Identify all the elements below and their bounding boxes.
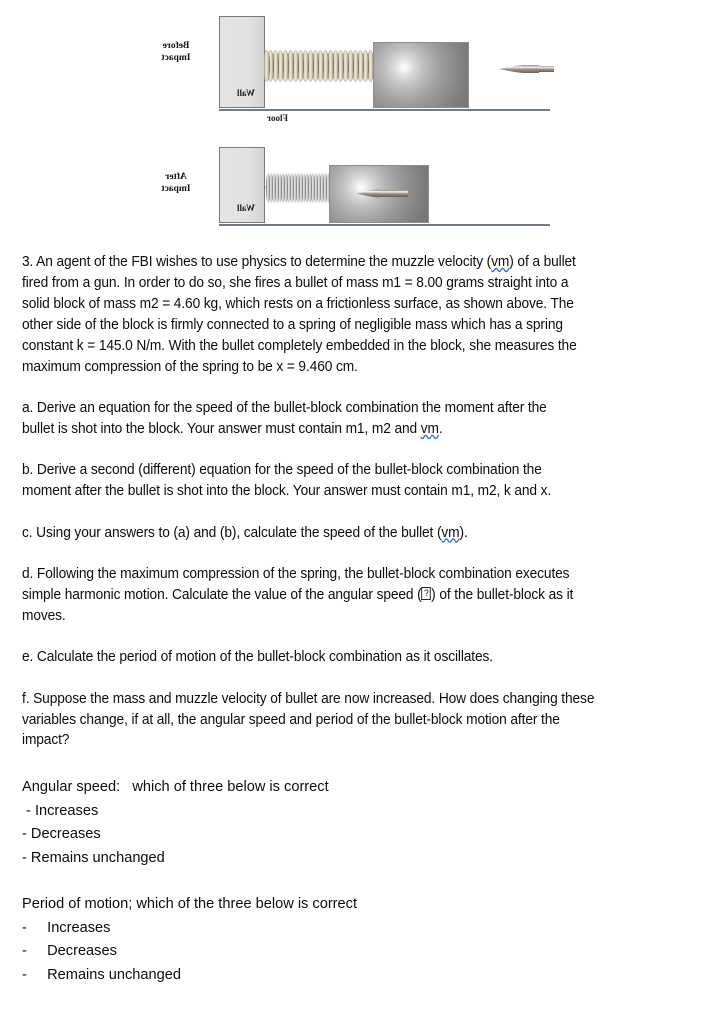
period-choice-group xyxy=(22,893,682,987)
wall-label-before: Wall xyxy=(236,88,255,98)
part-d-line-2b: ) of the bullet-block as it xyxy=(431,586,574,603)
part-e-line-1: e. Calculate the period of motion of the bullet-block combination as it oscillates. xyxy=(22,649,493,666)
floor-line-after xyxy=(219,224,550,226)
caption-line-2: Impact xyxy=(161,184,191,194)
part-c-line-1a: c. Using your answers to (a) and (b), calculate the speed of the bullet ( xyxy=(22,524,442,541)
part-d-line-3: moves. xyxy=(22,607,66,624)
problem-line-3: solid block of mass m2 = 4.60 kg, which rests on a frictionless surface, as shown above. The xyxy=(22,295,574,312)
period-option-decreases[interactable]: - Decreases xyxy=(22,943,117,959)
block-before xyxy=(373,42,469,108)
caption-line-1: Before xyxy=(162,41,190,51)
problem-line-5: constant k = 145.0 N/m. With the bullet completely embedded in the block, she measures the xyxy=(22,337,577,354)
choices-spacer xyxy=(22,870,682,893)
spring-compressed xyxy=(265,173,330,203)
part-f xyxy=(22,689,652,752)
problem-line-2: fired from a gun. In order to do so, she fires a bullet of mass m1 = 8.00 grams straight into a xyxy=(22,274,569,291)
part-a-line-2a: bullet is shot into the block. Your answer must contain m1, m2 and xyxy=(22,420,421,437)
part-f-line-1: f. Suppose the mass and muzzle velocity of bullet are now increased. How does changing these xyxy=(22,690,595,707)
problem-line-4: other side of the block is firmly connected to a spring of negligible mass which has a spring xyxy=(22,316,563,333)
angular-option-increases[interactable]: - Increases xyxy=(22,802,99,819)
diagram-after-impact xyxy=(150,143,560,238)
spring-relaxed xyxy=(264,50,374,82)
part-e xyxy=(22,647,652,668)
problem-line-1: 3. An agent of the FBI wishes to use physics to determine the muzzle velocity ( xyxy=(22,254,492,270)
vm-symbol: vm xyxy=(491,254,510,270)
paragraph-spacer xyxy=(22,668,682,689)
part-b-line-1: b. Derive a second (different) equation for the speed of the bullet-block combination the xyxy=(22,462,542,479)
problem-line-1b: ) of a bullet xyxy=(509,254,576,270)
bullet-embedded xyxy=(356,186,408,201)
bullet-icon xyxy=(498,61,554,77)
paragraph-spacer xyxy=(22,377,682,398)
floor-label-before: Floor xyxy=(267,113,288,123)
block-after xyxy=(329,165,429,223)
caption-after-impact xyxy=(152,171,200,195)
part-b xyxy=(22,460,652,502)
part-a-line-1: a. Derive an equation for the speed of the bullet-block combination the moment after the xyxy=(22,399,547,416)
part-f-line-2: variables change, if at all, the angular speed and period of the bullet-block motion after the xyxy=(22,711,560,728)
part-f-line-3: impact? xyxy=(22,732,70,749)
period-heading: Period of motion; which of the three below is correct xyxy=(22,896,358,912)
answer-choices xyxy=(22,776,682,987)
vm-symbol: vm xyxy=(420,420,439,437)
wall-label-after: Wall xyxy=(236,203,255,213)
part-a-line-2b: . xyxy=(438,420,443,437)
missing-glyph-omega-icon: ? xyxy=(422,587,432,600)
part-c xyxy=(22,523,652,544)
problem-text xyxy=(22,252,682,751)
paragraph-spacer xyxy=(22,627,682,648)
part-d xyxy=(22,564,652,627)
angular-option-remains-unchanged[interactable]: - Remains unchanged xyxy=(22,849,165,866)
problem-statement xyxy=(22,252,652,377)
part-b-line-2: moment after the bullet is shot into the block. Your answer must contain m1, m2, k and x. xyxy=(22,483,552,500)
bullet-icon xyxy=(356,186,408,201)
vm-symbol: vm xyxy=(441,524,460,541)
period-option-remains-unchanged[interactable]: - Remains unchanged xyxy=(22,966,181,983)
figure-area xyxy=(0,0,702,245)
floor-line-before xyxy=(219,109,550,111)
angular-option-decreases[interactable]: - Decreases xyxy=(22,826,101,842)
paragraph-spacer xyxy=(22,543,682,564)
angular-speed-heading: Angular speed: which of three below is correct xyxy=(22,779,329,795)
part-d-line-2a: simple harmonic motion. Calculate the value of the angular speed ( xyxy=(22,586,422,603)
period-option-increases[interactable]: - Increases xyxy=(22,919,111,936)
caption-before-impact xyxy=(152,40,200,64)
part-c-line-1b: ). xyxy=(459,524,468,541)
angular-speed-choice-group xyxy=(22,776,682,870)
caption-line-2: Impact xyxy=(161,53,191,63)
caption-line-1: After xyxy=(165,172,187,182)
paragraph-spacer xyxy=(22,440,682,461)
problem-line-6: maximum compression of the spring to be x = 9.460 cm. xyxy=(22,358,358,375)
diagram-before-impact xyxy=(150,8,560,128)
part-a xyxy=(22,398,652,440)
paragraph-spacer xyxy=(22,502,682,523)
part-d-line-1: d. Following the maximum compression of the spring, the bullet-block combination executes xyxy=(22,565,570,582)
bullet-free xyxy=(498,61,554,77)
